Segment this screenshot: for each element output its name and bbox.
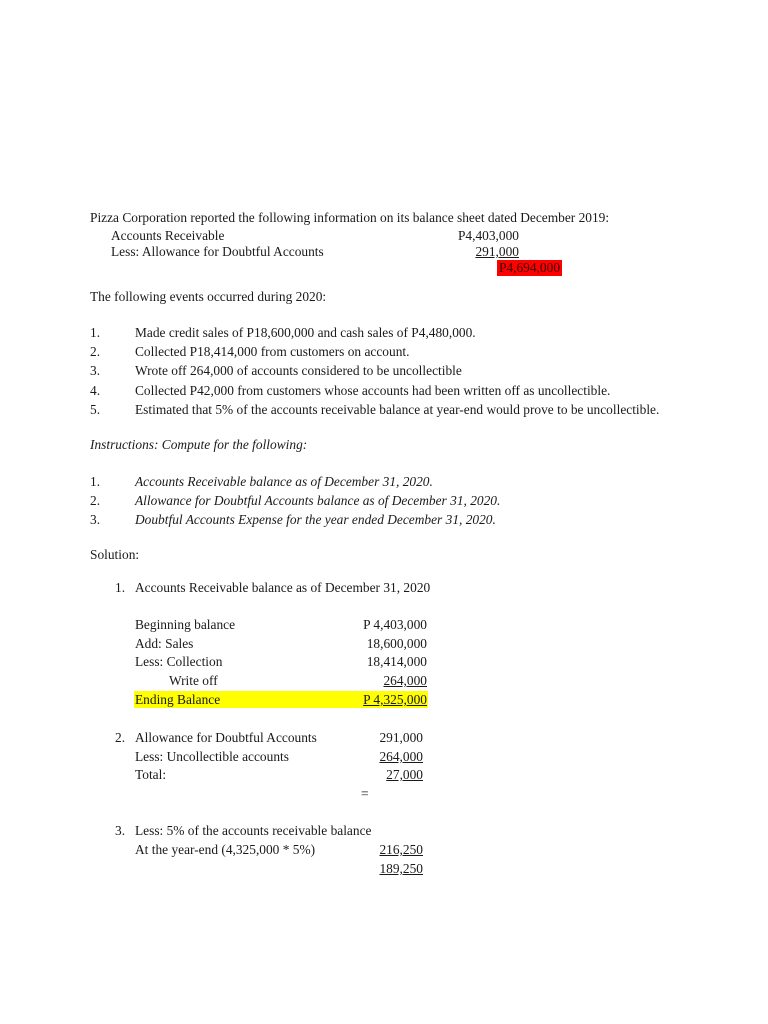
result-value: 189,250 — [379, 861, 423, 876]
event-number: 5. — [90, 402, 101, 417]
write-off-value: 264,000 — [383, 673, 427, 688]
event-number: 2. — [90, 344, 101, 359]
part1-number: 1. — [115, 580, 126, 595]
ending-balance-label: Ending Balance — [135, 692, 221, 707]
intro-line: Pizza Corporation reported the following information on its balance sheet dated December 2019: — [90, 210, 610, 225]
ar-value: P4,403,000 — [457, 228, 519, 243]
ending-balance-value: P 4,325,000 — [363, 692, 427, 707]
event-number: 4. — [90, 383, 101, 398]
sales-value: 18,600,000 — [366, 636, 427, 651]
instruction-text: Allowance for Doubtful Accounts balance as of December 31, 2020. — [135, 493, 501, 508]
part2-number: 2. — [115, 730, 126, 745]
events-heading: The following events occurred during 2020: — [90, 289, 327, 304]
year-end-label: At the year-end (4,325,000 * 5%) — [135, 842, 316, 857]
event-number: 3. — [90, 363, 101, 378]
event-text: Collected P42,000 from customers whose accounts had been written off as uncollectible. — [135, 383, 611, 398]
allowance-value: 291,000 — [475, 244, 519, 259]
write-off-label: Write off — [169, 673, 218, 688]
total-value: 27,000 — [386, 767, 423, 782]
beginning-balance-value: P 4,403,000 — [363, 617, 427, 632]
year-end-value: 216,250 — [379, 842, 423, 857]
solution-heading: Solution: — [90, 547, 140, 562]
collection-label: Less: Collection — [135, 654, 223, 669]
percent-label: Less: 5% of the accounts receivable balance — [135, 823, 372, 838]
instructions-heading: Instructions: Compute for the following: — [90, 437, 308, 452]
part3-number: 3. — [115, 823, 126, 838]
event-text: Estimated that 5% of the accounts receivable balance at year-end would prove to be uncollectible. — [135, 402, 660, 417]
event-text: Collected P18,414,000 from customers on account. — [135, 344, 410, 359]
event-text: Wrote off 264,000 of accounts considered to be uncollectible — [135, 363, 462, 378]
beginning-balance-label: Beginning balance — [135, 617, 236, 632]
allowance-label: Less: Allowance for Doubtful Accounts — [111, 244, 324, 259]
instruction-number: 3. — [90, 512, 101, 527]
allowance-row-value: 291,000 — [379, 730, 423, 745]
total-label: Total: — [135, 767, 167, 782]
instruction-number: 2. — [90, 493, 101, 508]
equals-mark: = — [361, 786, 369, 801]
event-text: Made credit sales of P18,600,000 and cash sales of P4,480,000. — [135, 325, 476, 340]
part1-title: Accounts Receivable balance as of December 31, 2020 — [135, 580, 431, 595]
instruction-text: Accounts Receivable balance as of December 31, 2020. — [135, 474, 433, 489]
uncollectible-label: Less: Uncollectible accounts — [135, 749, 289, 764]
event-number: 1. — [90, 325, 101, 340]
sales-label: Add: Sales — [135, 636, 194, 651]
instruction-text: Doubtful Accounts Expense for the year ended December 31, 2020. — [135, 512, 496, 527]
collection-value: 18,414,000 — [366, 654, 427, 669]
net-value-highlight: P4,694,000 — [499, 260, 561, 275]
allowance-row-label: Allowance for Doubtful Accounts — [135, 730, 317, 745]
ar-label: Accounts Receivable — [111, 228, 225, 243]
uncollectible-value: 264,000 — [379, 749, 423, 764]
instruction-number: 1. — [90, 474, 101, 489]
